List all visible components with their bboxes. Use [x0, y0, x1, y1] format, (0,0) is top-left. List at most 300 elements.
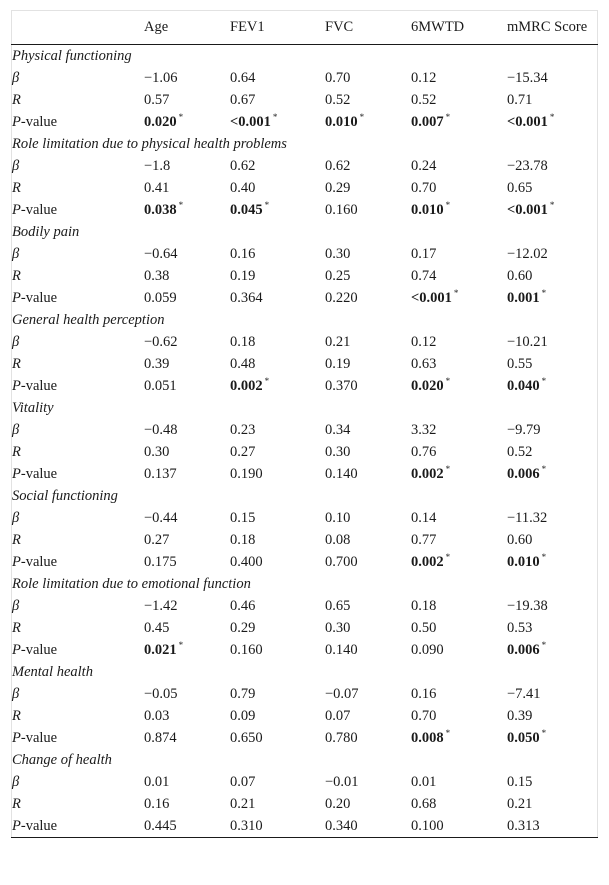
- row-label: [12, 243, 145, 265]
- section-title: Role limitation due to emotional function: [12, 576, 251, 592]
- row-label: [12, 727, 145, 749]
- significance-marker: *: [541, 376, 547, 387]
- cell-value: 0.65: [507, 180, 533, 196]
- row-label: [12, 419, 145, 441]
- section-row: [12, 309, 598, 331]
- table-row: [12, 375, 598, 397]
- table-cell: [230, 727, 325, 749]
- cell-value: −11.32: [507, 510, 548, 526]
- table-cell: [325, 595, 411, 617]
- table-cell: [325, 375, 411, 397]
- row-symbol: β: [12, 774, 20, 790]
- row-symbol: R: [12, 620, 21, 636]
- cell-value: 0.006: [507, 466, 540, 482]
- row-label: [12, 551, 145, 573]
- row-label: [12, 815, 145, 838]
- cell-value: 0.175: [144, 554, 177, 570]
- table-cell: [144, 617, 230, 639]
- table-cell: [230, 639, 325, 661]
- cell-value: 0.70: [411, 180, 437, 196]
- cell-value: 0.30: [325, 444, 351, 460]
- table-cell: [507, 815, 598, 838]
- row-label: [12, 705, 145, 727]
- table-cell: [144, 67, 230, 89]
- cell-value: 0.001: [507, 290, 540, 306]
- table-cell: [325, 111, 411, 133]
- table-cell: [230, 551, 325, 573]
- significance-marker: *: [178, 640, 184, 651]
- cell-value: 0.021: [144, 642, 177, 658]
- cell-value: −0.48: [144, 422, 178, 438]
- row-symbol: β: [12, 334, 20, 350]
- table-cell: [507, 463, 598, 485]
- row-label: [12, 771, 145, 793]
- table-cell: [507, 617, 598, 639]
- cell-value: 0.70: [325, 70, 351, 86]
- table-row: [12, 771, 598, 793]
- section-title: Vitality: [12, 400, 54, 416]
- row-symbol: R: [12, 708, 21, 724]
- significance-marker: *: [549, 112, 555, 123]
- table-cell: [507, 375, 598, 397]
- cell-value: −23.78: [507, 158, 548, 174]
- row-label: [12, 287, 145, 309]
- row-label: [12, 199, 145, 221]
- table-cell: [325, 243, 411, 265]
- significance-marker: *: [549, 200, 555, 211]
- table-cell: [230, 793, 325, 815]
- table-cell: [325, 67, 411, 89]
- cell-value: 0.70: [411, 708, 437, 724]
- row-symbol: R: [12, 92, 21, 108]
- cell-value: 0.340: [325, 818, 358, 834]
- row-label: [12, 67, 145, 89]
- section-row: [12, 133, 598, 155]
- cell-value: <0.001: [411, 290, 452, 306]
- table-cell: [230, 177, 325, 199]
- table-cell: [507, 419, 598, 441]
- cell-value: 0.160: [230, 642, 263, 658]
- cell-value: 0.874: [144, 730, 177, 746]
- significance-marker: *: [541, 728, 547, 739]
- table-cell: [325, 463, 411, 485]
- table-cell: [230, 441, 325, 463]
- cell-value: 0.52: [507, 444, 533, 460]
- table-cell: [230, 463, 325, 485]
- cell-value: 0.74: [411, 268, 437, 284]
- cell-value: 0.03: [144, 708, 170, 724]
- table-cell: [144, 155, 230, 177]
- section-title: General health perception: [12, 312, 165, 328]
- table-cell: [144, 243, 230, 265]
- table-cell: [230, 507, 325, 529]
- table-cell: [411, 639, 507, 661]
- cell-value: 0.16: [230, 246, 256, 262]
- table-cell: [230, 815, 325, 838]
- section-title: Social functioning: [12, 488, 118, 504]
- table-cell: [507, 551, 598, 573]
- cell-value: 0.364: [230, 290, 263, 306]
- cell-value: 0.700: [325, 554, 358, 570]
- table-cell: [230, 617, 325, 639]
- header-cell-6mwtd: 6MWTD: [411, 11, 507, 45]
- row-label: [12, 331, 145, 353]
- table-cell: [230, 529, 325, 551]
- row-label: [12, 595, 145, 617]
- cell-value: 0.55: [507, 356, 533, 372]
- table-cell: [507, 89, 598, 111]
- cell-value: 0.051: [144, 378, 177, 394]
- table-cell: [325, 287, 411, 309]
- cell-value: 0.68: [411, 796, 437, 812]
- cell-value: 0.010: [411, 202, 444, 218]
- cell-value: 0.020: [411, 378, 444, 394]
- table-cell: [230, 155, 325, 177]
- table-cell: [411, 793, 507, 815]
- row-label-suffix: -value: [20, 818, 58, 834]
- section-row: [12, 573, 598, 595]
- header-cell-fev1: FEV1: [230, 11, 325, 45]
- table-cell: [507, 353, 598, 375]
- cell-value: 0.39: [144, 356, 170, 372]
- table-cell: [411, 419, 507, 441]
- table-cell: [144, 111, 230, 133]
- table-cell: [411, 771, 507, 793]
- cell-value: 0.310: [230, 818, 263, 834]
- cell-value: 0.71: [507, 92, 533, 108]
- cell-value: −0.44: [144, 510, 178, 526]
- cell-value: 0.41: [144, 180, 170, 196]
- cell-value: 0.140: [325, 466, 358, 482]
- row-symbol: P: [12, 554, 21, 570]
- table-cell: [230, 419, 325, 441]
- cell-value: 0.25: [325, 268, 351, 284]
- table-row: [12, 441, 598, 463]
- table-cell: [411, 705, 507, 727]
- cell-value: 0.045: [230, 202, 263, 218]
- row-symbol: β: [12, 510, 20, 526]
- cell-value: 0.002: [411, 466, 444, 482]
- cell-value: 0.18: [411, 598, 437, 614]
- cell-value: 0.220: [325, 290, 358, 306]
- cell-value: 0.29: [325, 180, 351, 196]
- cell-value: 0.19: [230, 268, 256, 284]
- cell-value: 0.67: [230, 92, 256, 108]
- row-label: [12, 639, 145, 661]
- header-cell-mmrc-score: mMRC Score: [507, 11, 598, 45]
- table-cell: [325, 353, 411, 375]
- table-cell: [507, 595, 598, 617]
- row-symbol: R: [12, 444, 21, 460]
- table-cell: [507, 177, 598, 199]
- cell-value: 0.020: [144, 114, 177, 130]
- table-row: [12, 419, 598, 441]
- cell-value: −15.34: [507, 70, 548, 86]
- significance-marker: *: [445, 728, 451, 739]
- row-symbol: β: [12, 422, 20, 438]
- header-row: [12, 11, 598, 45]
- cell-value: 0.137: [144, 466, 177, 482]
- table-cell: [144, 463, 230, 485]
- table-cell: [507, 771, 598, 793]
- table-cell: [411, 155, 507, 177]
- cell-value: <0.001: [507, 114, 548, 130]
- table-row: [12, 617, 598, 639]
- row-label-suffix: -value: [20, 290, 58, 306]
- row-symbol: R: [12, 796, 21, 812]
- table-cell: [325, 551, 411, 573]
- cell-value: 0.006: [507, 642, 540, 658]
- significance-marker: *: [541, 552, 547, 563]
- cell-value: 0.30: [325, 246, 351, 262]
- table-cell: [507, 67, 598, 89]
- cell-value: 0.53: [507, 620, 533, 636]
- cell-value: 0.16: [144, 796, 170, 812]
- row-symbol: β: [12, 246, 20, 262]
- table-cell: [230, 353, 325, 375]
- table-cell: [507, 705, 598, 727]
- row-label-suffix: -value: [20, 730, 58, 746]
- row-symbol: R: [12, 532, 21, 548]
- cell-value: 0.27: [230, 444, 256, 460]
- section-title: Mental health: [12, 664, 93, 680]
- significance-marker: *: [359, 112, 365, 123]
- table-cell: [411, 353, 507, 375]
- cell-value: 0.038: [144, 202, 177, 218]
- row-label: [12, 441, 145, 463]
- row-label: [12, 507, 145, 529]
- table-cell: [230, 705, 325, 727]
- row-label-suffix: -value: [20, 466, 58, 482]
- cell-value: 0.15: [230, 510, 256, 526]
- table-cell: [411, 199, 507, 221]
- row-symbol: β: [12, 158, 20, 174]
- cell-value: 0.50: [411, 620, 437, 636]
- cell-value: 0.24: [411, 158, 437, 174]
- table-cell: [507, 507, 598, 529]
- table-cell: [144, 177, 230, 199]
- cell-value: 0.21: [230, 796, 256, 812]
- cell-value: 0.002: [230, 378, 263, 394]
- row-label: [12, 683, 145, 705]
- row-symbol: P: [12, 114, 21, 130]
- table-row: [12, 331, 598, 353]
- cell-value: −7.41: [507, 686, 541, 702]
- table-cell: [507, 287, 598, 309]
- cell-value: 0.65: [325, 598, 351, 614]
- table-cell: [230, 89, 325, 111]
- table-row: [12, 463, 598, 485]
- significance-marker: *: [445, 200, 451, 211]
- table-cell: [411, 67, 507, 89]
- cell-value: −0.07: [325, 686, 359, 702]
- significance-marker: *: [445, 464, 451, 475]
- table-cell: [230, 331, 325, 353]
- table-cell: [144, 507, 230, 529]
- header-cell-blank: [12, 11, 145, 45]
- cell-value: 0.010: [325, 114, 358, 130]
- cell-value: 0.07: [230, 774, 256, 790]
- table-cell: [411, 683, 507, 705]
- row-label-suffix: -value: [20, 554, 58, 570]
- cell-value: −0.62: [144, 334, 178, 350]
- cell-value: 0.370: [325, 378, 358, 394]
- cell-value: −0.01: [325, 774, 359, 790]
- significance-marker: *: [541, 640, 547, 651]
- cell-value: 0.38: [144, 268, 170, 284]
- table-cell: [144, 331, 230, 353]
- table-cell: [325, 617, 411, 639]
- stats-table: [11, 10, 598, 838]
- cell-value: 0.059: [144, 290, 177, 306]
- row-symbol: P: [12, 202, 21, 218]
- table-cell: [411, 111, 507, 133]
- table-cell: [325, 441, 411, 463]
- table-cell: [230, 67, 325, 89]
- row-symbol: P: [12, 466, 21, 482]
- row-symbol: P: [12, 642, 21, 658]
- cell-value: 0.002: [411, 554, 444, 570]
- table-cell: [144, 551, 230, 573]
- table-cell: [325, 177, 411, 199]
- table-cell: [507, 243, 598, 265]
- table-cell: [411, 243, 507, 265]
- table-cell: [411, 331, 507, 353]
- cell-value: −0.05: [144, 686, 178, 702]
- section-row: [12, 749, 598, 771]
- table-cell: [325, 727, 411, 749]
- table-cell: [325, 507, 411, 529]
- table-cell: [144, 705, 230, 727]
- table-cell: [325, 89, 411, 111]
- row-label: [12, 529, 145, 551]
- table-row: [12, 111, 598, 133]
- cell-value: 0.46: [230, 598, 256, 614]
- cell-value: 0.100: [411, 818, 444, 834]
- cell-value: 0.34: [325, 422, 351, 438]
- table-cell: [507, 155, 598, 177]
- table-row: [12, 353, 598, 375]
- table-row: [12, 683, 598, 705]
- row-label: [12, 155, 145, 177]
- cell-value: 0.48: [230, 356, 256, 372]
- table-row: [12, 177, 598, 199]
- table-cell: [144, 595, 230, 617]
- cell-value: 0.30: [144, 444, 170, 460]
- table-cell: [507, 683, 598, 705]
- table-cell: [230, 111, 325, 133]
- cell-value: 0.21: [325, 334, 351, 350]
- cell-value: 0.20: [325, 796, 351, 812]
- cell-value: 0.76: [411, 444, 437, 460]
- table-cell: [411, 595, 507, 617]
- significance-marker: *: [541, 288, 547, 299]
- header-cell-age: Age: [144, 11, 230, 45]
- row-symbol: β: [12, 70, 20, 86]
- row-label: [12, 375, 145, 397]
- cell-value: −1.06: [144, 70, 178, 86]
- table-cell: [411, 265, 507, 287]
- table-body: [12, 45, 598, 838]
- table-row: [12, 155, 598, 177]
- table-cell: [325, 639, 411, 661]
- cell-value: 0.23: [230, 422, 256, 438]
- table-cell: [144, 375, 230, 397]
- table-cell: [325, 793, 411, 815]
- significance-marker: *: [541, 464, 547, 475]
- cell-value: 0.60: [507, 532, 533, 548]
- cell-value: 0.79: [230, 686, 256, 702]
- cell-value: 0.08: [325, 532, 351, 548]
- table-cell: [144, 265, 230, 287]
- cell-value: −10.21: [507, 334, 548, 350]
- cell-value: 0.15: [507, 774, 533, 790]
- table-cell: [144, 199, 230, 221]
- table-cell: [507, 331, 598, 353]
- table-cell: [144, 353, 230, 375]
- table-row: [12, 639, 598, 661]
- cell-value: 0.07: [325, 708, 351, 724]
- cell-value: 0.45: [144, 620, 170, 636]
- cell-value: 0.01: [411, 774, 437, 790]
- section-row: [12, 661, 598, 683]
- cell-value: 0.780: [325, 730, 358, 746]
- section-row: [12, 397, 598, 419]
- row-label: [12, 265, 145, 287]
- cell-value: 0.14: [411, 510, 437, 526]
- significance-marker: *: [264, 376, 270, 387]
- significance-marker: *: [445, 552, 451, 563]
- row-label: [12, 111, 145, 133]
- cell-value: 0.16: [411, 686, 437, 702]
- table-cell: [144, 441, 230, 463]
- table-cell: [144, 683, 230, 705]
- cell-value: 0.10: [325, 510, 351, 526]
- cell-value: 0.60: [507, 268, 533, 284]
- table-cell: [230, 683, 325, 705]
- table-cell: [325, 265, 411, 287]
- table-cell: [325, 419, 411, 441]
- table-row: [12, 727, 598, 749]
- cell-value: 0.007: [411, 114, 444, 130]
- table-cell: [325, 199, 411, 221]
- row-symbol: R: [12, 356, 21, 372]
- cell-value: 0.12: [411, 70, 437, 86]
- section-title: Role limitation due to physical health problems: [12, 136, 287, 152]
- cell-value: 3.32: [411, 422, 437, 438]
- table-cell: [411, 463, 507, 485]
- cell-value: 0.008: [411, 730, 444, 746]
- table-row: [12, 793, 598, 815]
- cell-value: −1.42: [144, 598, 178, 614]
- table-row: [12, 199, 598, 221]
- table-cell: [230, 199, 325, 221]
- cell-value: 0.140: [325, 642, 358, 658]
- table-row: [12, 67, 598, 89]
- cell-value: 0.40: [230, 180, 256, 196]
- cell-value: 0.650: [230, 730, 263, 746]
- table-cell: [411, 287, 507, 309]
- significance-marker: *: [445, 376, 451, 387]
- cell-value: 0.19: [325, 356, 351, 372]
- cell-value: 0.62: [230, 158, 256, 174]
- table-row: [12, 529, 598, 551]
- table-row: [12, 815, 598, 838]
- table-cell: [411, 815, 507, 838]
- row-label-suffix: -value: [20, 114, 58, 130]
- table-cell: [144, 793, 230, 815]
- significance-marker: *: [178, 200, 184, 211]
